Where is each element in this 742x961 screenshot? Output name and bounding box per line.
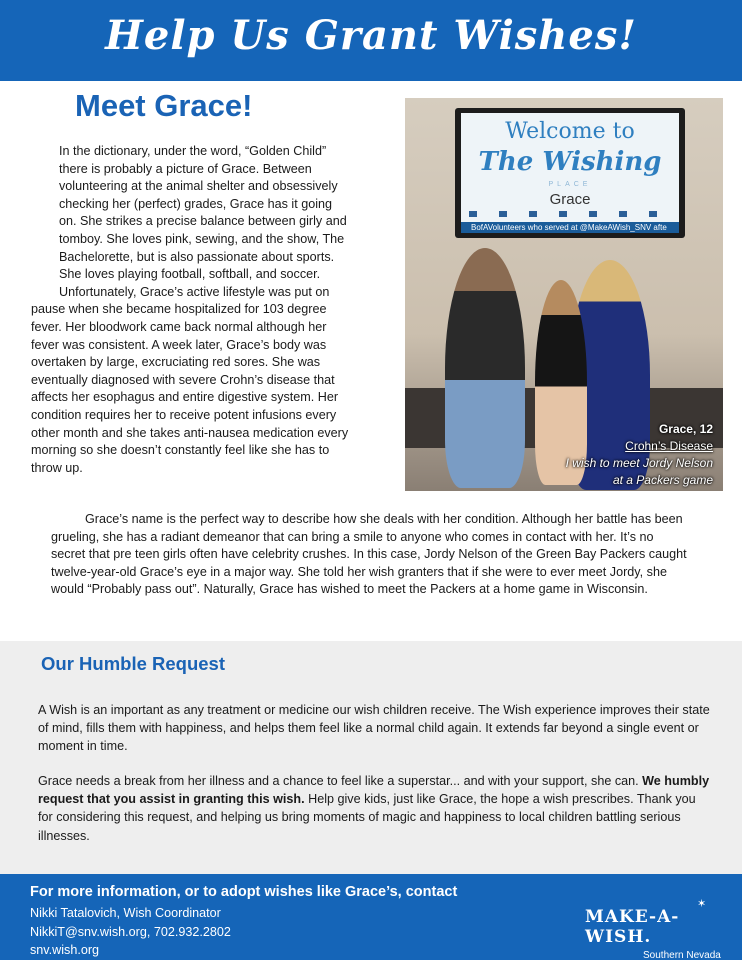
caption-wish-line-2: at a Packers game	[612, 473, 713, 487]
star-icon: ✶	[697, 898, 707, 910]
person-left	[445, 248, 525, 488]
logo-text: MAKE-A-WISH.	[585, 907, 680, 947]
tv-screen	[461, 113, 679, 233]
caption-wish-line-1: I wish to meet Jordy Nelson	[565, 456, 713, 470]
tv-name-text: Grace	[549, 191, 591, 208]
story-full-width	[51, 511, 691, 599]
banner-title: Help Us Grant Wishes!	[105, 12, 637, 59]
caption-name: Grace, 12	[658, 422, 713, 436]
request-heading: Our Humble Request	[41, 653, 225, 674]
request-paragraph-2-bold: We humbly request that you assist in granting this wish.	[38, 774, 710, 807]
caption-condition: Crohn’s Disease	[625, 439, 713, 453]
footer	[0, 874, 742, 960]
tv-social-icons	[469, 211, 671, 217]
logo-subtitle: Southern Nevada	[643, 950, 721, 961]
story-paragraph-1: In the dictionary, under the word, “Golden Child” there is probably a picture of Grace. Between volunteering at the animal shelter and obsessively checking her (perfect) grades, Grace has it going on. She strikes a precise balance between girly and tomboy. She loves pink, sewing, and the show, The Bachelorette, but is also passionate about sports. She loves playing football, softball, and soccer.	[59, 144, 347, 282]
tv-ticker: BofAVolunteers who served at @MakeAWish_SNV afte	[461, 222, 679, 233]
top-banner	[0, 0, 742, 81]
request-paragraph-2-end: Help give kids, just like Grace, the hope a wish prescribes. Thank you for considering this request, and helping us bring moments of magic and happiness to local children battling serious illnesses.	[38, 792, 696, 843]
contact-name: Nikki Tatalovich, Wish Coordinator	[30, 906, 221, 920]
grace-photo	[405, 98, 723, 491]
request-paragraph-1: A Wish is an important as any treatment or medicine our wish children receive. The Wish experience improves their state of mind, fills them with happiness, and helps them feel like a normal child again. It extends far beyond a single event or moment in time.	[38, 703, 710, 754]
story-paragraph-3: Grace’s name is the perfect way to describe how she deals with her condition. Although her battle has been grueling, she has a radiant demeanor that can bring a smile to anyone who comes in contact with her. It’s no secret that pre teen girls often have celebrity crushes. In this case, Jordy Nelson of the Green Bay Packers caught twelve-year-old Grace’s eye in a major way. She told her wish granters that if she were to ever meet Jordy, she would “Probably pass out”. Naturally, Grace has wished to meet the Packers at a home game in Wisconsin.	[51, 512, 687, 597]
contact-email-phone[interactable]: NikkiT@snv.wish.org, 702.932.2802	[30, 925, 231, 939]
page-title: Meet Grace!	[75, 88, 253, 123]
tv-display	[455, 108, 685, 238]
request-section	[0, 641, 742, 874]
request-paragraph-2-start: Grace needs a break from her illness and a chance to feel like a superstar... and with your support, she can.	[38, 774, 643, 788]
make-a-wish-logo	[585, 898, 735, 961]
tv-wishing-text: The Wishing	[478, 147, 662, 177]
tv-welcome-text: Welcome to	[505, 119, 635, 144]
photo-caption	[566, 421, 713, 489]
tv-place-text: PLACE	[548, 181, 592, 188]
story-paragraph-2: Unfortunately, Grace’s active lifestyle was put on pause when she became hospitalized for 103 degree fever. Her bloodwork came back normal although her fever was consistent. A week later, Grace’s body was overtaken by large, excruciating red sores. She was eventually diagnosed with severe Crohn’s disease that affects her esophagus and entire digestive system. Her condition requires her to receive potent infusions every other month and she takes anti-nausea medication every morning so she doesn’t constantly feel like she has to throw up.	[31, 284, 349, 475]
story-left-column	[31, 143, 349, 477]
website-link[interactable]: snv.wish.org	[30, 943, 100, 957]
request-paragraph-2	[38, 772, 710, 845]
footer-heading: For more information, or to adopt wishes like Grace’s, contact	[30, 884, 458, 900]
